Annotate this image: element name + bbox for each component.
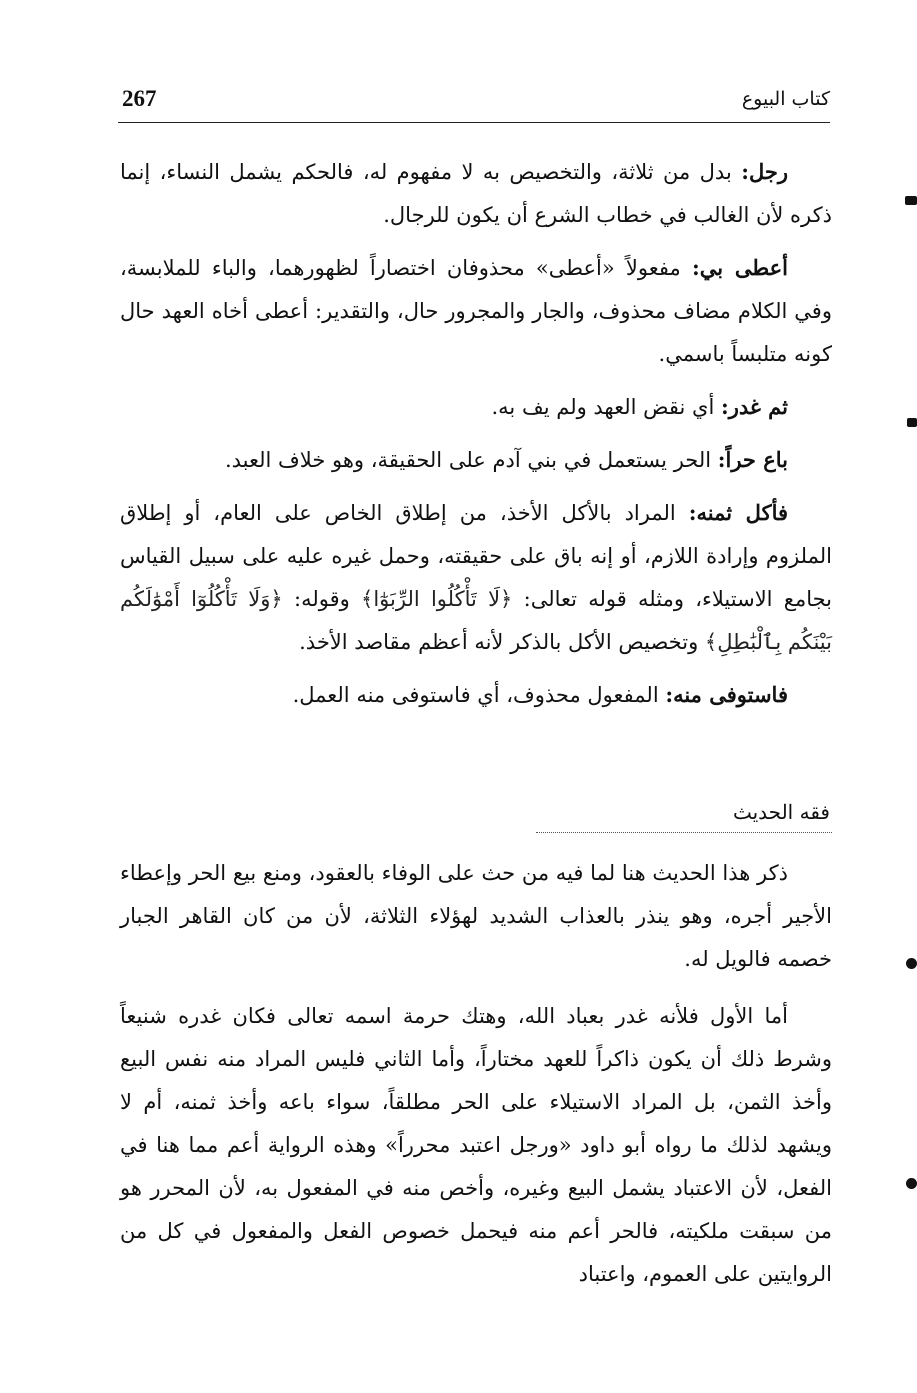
entry-rajul: [120, 150, 832, 237]
fiqh-section: [120, 852, 832, 1296]
entry-fa-akala-thamanahu: [120, 491, 832, 664]
entry-thumma-ghadar: [120, 385, 832, 429]
quran-verse: ﴿لَا تَأْكُلُوا الرِّبَوٰٓا﴾: [361, 587, 513, 611]
entry-text: بدل من ثلاثة، والتخصيص به لا مفهوم له، فالحكم يشمل النساء، إنما ذكره لأن الغالب في خطاب الشرع أن يكون للرجال.: [120, 160, 832, 227]
page-header: [118, 86, 830, 123]
entry-text: مفعولاً «أعطى» محذوفان اختصاراً لظهورهما، والباء للملابسة، وفي الكلام مضاف محذوف، والجار والمجرور حال، والتقدير: أعطى أخاه العهد حال كونه متلبساً باسمي.: [120, 256, 832, 366]
entry-term: فأكل ثمنه:: [688, 500, 789, 525]
entry-text: وتخصيص الأكل بالذكر لأنه أعظم مقاصد الأخذ.: [299, 630, 705, 654]
quran-verse: ﴿وَلَا تَأْكُلُوٓا أَمْوَٰلَكُم بَيْنَكُم بِٱلْبَٰطِلِ﴾: [120, 587, 832, 654]
entry-term: رجل:: [741, 159, 788, 184]
entry-term: ثم غدر:: [720, 394, 788, 419]
entry-text: المراد بالأكل الأخذ، من إطلاق الخاص على العام، أو إطلاق الملزوم وإرادة اللازم، أو إنه باق على حقيقته، وحمل غيره عليه على سبيل القياس بجامع الاستيلاء، ومثله قوله تعالى:: [120, 501, 832, 611]
entry-text: الحر يستعمل في بني آدم على الحقيقة، وهو خلاف العبد.: [224, 448, 718, 472]
fiqh-paragraph: أما الأول فلأنه غدر بعباد الله، وهتك حرمة اسمه تعالى فكان غدره شنيعاً وشرط ذلك أن يكون ذاكراً للعهد مختاراً، وأما الثاني فليس المراد منه نفس البيع وأخذ الثمن، بل المراد الاستيلاء على الحر مطلقاً، سواء باعه وأخذ ثمنه، أم لا ويشهد لذلك ما رواه أبو داود «ورجل اعتبد محرراً» وهذه الرواية أعم مما هنا في الفعل، لأن الاعتباد يشمل البيع وغيره، وأخص منه في المفعول به، لأن المحرر هو من سبقت ملكيته، فالحر أعم منه فيحمل خصوص الفعل والمفعول في كل من الروايتين على العموم، واعتباد: [120, 1004, 832, 1286]
entry-term: أعطى بي:: [691, 255, 788, 280]
running-title: كتاب البيوع: [741, 88, 830, 110]
entry-fastawfa-minhu: [120, 673, 832, 717]
entry-text: أي نقض العهد ولم يف به.: [491, 395, 721, 419]
margin-mark: [905, 196, 917, 205]
entry-baa-hurran: [120, 438, 832, 482]
entry-term: باع حراً:: [717, 447, 788, 472]
fiqh-paragraph: ذكر هذا الحديث هنا لما فيه من حث على الوفاء بالعقود، ومنع بيع الحر وإعطاء الأجير أجره، وهو ينذر بالعذاب الشديد لهؤلاء الثلاثة، لأن من كان القاهر الجبار خصمه فالويل له.: [120, 861, 832, 971]
vocabulary-section: [120, 150, 832, 717]
entry-term: فاستوفى منه:: [665, 682, 788, 707]
margin-mark: [907, 418, 917, 427]
heading-divider: [536, 832, 832, 833]
entry-text: المفعول محذوف، أي فاستوفى منه العمل.: [292, 683, 666, 707]
margin-mark: [906, 958, 917, 969]
entry-text: وقوله:: [282, 587, 362, 611]
section-heading: فقه الحديث: [732, 800, 830, 824]
page-number: 267: [122, 86, 157, 111]
margin-mark: [906, 1178, 917, 1189]
entry-aata-bi: [120, 246, 832, 376]
